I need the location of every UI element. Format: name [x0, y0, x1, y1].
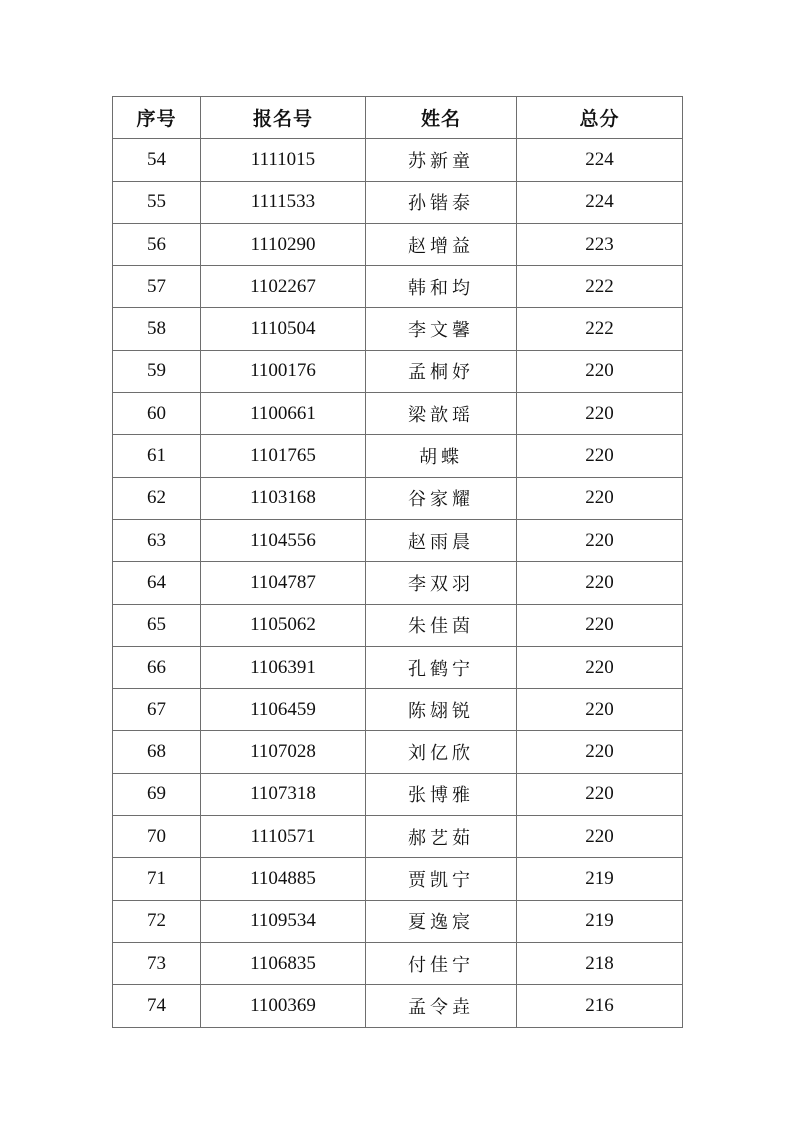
- cell-seq: 58: [113, 308, 201, 350]
- cell-score: 220: [517, 689, 683, 731]
- table-row: [113, 816, 683, 858]
- table-row: [113, 858, 683, 900]
- cell-score: 219: [517, 900, 683, 942]
- table-row: [113, 223, 683, 265]
- cell-seq: 74: [113, 985, 201, 1027]
- cell-reg-no: 1104787: [201, 562, 366, 604]
- cell-name: 刘亿欣: [366, 731, 517, 773]
- cell-reg-no: 1110571: [201, 816, 366, 858]
- cell-seq: 60: [113, 393, 201, 435]
- cell-seq: 57: [113, 266, 201, 308]
- table-row: [113, 689, 683, 731]
- cell-seq: 63: [113, 519, 201, 561]
- cell-reg-no: 1101765: [201, 435, 366, 477]
- cell-reg-no: 1100661: [201, 393, 366, 435]
- cell-reg-no: 1102267: [201, 266, 366, 308]
- cell-seq: 72: [113, 900, 201, 942]
- cell-score: 220: [517, 731, 683, 773]
- cell-score: 220: [517, 393, 683, 435]
- header-name: 姓名: [366, 97, 517, 139]
- cell-reg-no: 1110504: [201, 308, 366, 350]
- cell-seq: 69: [113, 773, 201, 815]
- score-table: [112, 96, 683, 1028]
- header-seq: 序号: [113, 97, 201, 139]
- header-score: 总分: [517, 97, 683, 139]
- cell-name: 夏逸宸: [366, 900, 517, 942]
- cell-reg-no: 1104885: [201, 858, 366, 900]
- cell-score: 224: [517, 139, 683, 181]
- table-row: [113, 562, 683, 604]
- table-header-row: [113, 97, 683, 139]
- cell-score: 223: [517, 223, 683, 265]
- cell-name: 朱佳茵: [366, 604, 517, 646]
- cell-name: 孟桐妤: [366, 350, 517, 392]
- table-row: [113, 266, 683, 308]
- cell-name: 李文馨: [366, 308, 517, 350]
- cell-score: 220: [517, 773, 683, 815]
- table-row: [113, 181, 683, 223]
- table-row: [113, 519, 683, 561]
- cell-name: 胡蝶: [366, 435, 517, 477]
- cell-reg-no: 1105062: [201, 604, 366, 646]
- cell-name: 孙锴泰: [366, 181, 517, 223]
- cell-score: 220: [517, 816, 683, 858]
- cell-reg-no: 1103168: [201, 477, 366, 519]
- table-row: [113, 139, 683, 181]
- table-row: [113, 942, 683, 984]
- cell-seq: 62: [113, 477, 201, 519]
- cell-score: 222: [517, 308, 683, 350]
- cell-name: 张博雅: [366, 773, 517, 815]
- cell-reg-no: 1106835: [201, 942, 366, 984]
- table-row: [113, 900, 683, 942]
- cell-seq: 59: [113, 350, 201, 392]
- cell-reg-no: 1107318: [201, 773, 366, 815]
- cell-score: 220: [517, 519, 683, 561]
- cell-name: 谷家耀: [366, 477, 517, 519]
- cell-reg-no: 1104556: [201, 519, 366, 561]
- table-row: [113, 985, 683, 1027]
- cell-seq: 61: [113, 435, 201, 477]
- cell-name: 陈翃锐: [366, 689, 517, 731]
- cell-name: 赵雨晨: [366, 519, 517, 561]
- header-reg-no: 报名号: [201, 97, 366, 139]
- cell-reg-no: 1110290: [201, 223, 366, 265]
- cell-reg-no: 1107028: [201, 731, 366, 773]
- table-row: [113, 773, 683, 815]
- cell-score: 220: [517, 477, 683, 519]
- cell-reg-no: 1100369: [201, 985, 366, 1027]
- cell-seq: 54: [113, 139, 201, 181]
- cell-reg-no: 1111533: [201, 181, 366, 223]
- cell-score: 220: [517, 646, 683, 688]
- cell-score: 220: [517, 604, 683, 646]
- table-row: [113, 350, 683, 392]
- cell-reg-no: 1111015: [201, 139, 366, 181]
- table-body: [113, 139, 683, 1027]
- cell-name: 孔鹤宁: [366, 646, 517, 688]
- cell-name: 苏新童: [366, 139, 517, 181]
- cell-score: 224: [517, 181, 683, 223]
- table-row: [113, 308, 683, 350]
- cell-seq: 55: [113, 181, 201, 223]
- cell-seq: 56: [113, 223, 201, 265]
- cell-seq: 70: [113, 816, 201, 858]
- cell-score: 216: [517, 985, 683, 1027]
- table-row: [113, 646, 683, 688]
- cell-name: 赵增益: [366, 223, 517, 265]
- table-row: [113, 477, 683, 519]
- cell-reg-no: 1106459: [201, 689, 366, 731]
- cell-reg-no: 1109534: [201, 900, 366, 942]
- cell-name: 贾凯宁: [366, 858, 517, 900]
- cell-score: 220: [517, 435, 683, 477]
- cell-score: 219: [517, 858, 683, 900]
- cell-name: 李双羽: [366, 562, 517, 604]
- cell-name: 付佳宁: [366, 942, 517, 984]
- cell-name: 梁歆瑶: [366, 393, 517, 435]
- cell-seq: 67: [113, 689, 201, 731]
- cell-score: 218: [517, 942, 683, 984]
- cell-seq: 73: [113, 942, 201, 984]
- table-row: [113, 604, 683, 646]
- cell-seq: 66: [113, 646, 201, 688]
- table-row: [113, 731, 683, 773]
- cell-score: 220: [517, 562, 683, 604]
- cell-score: 222: [517, 266, 683, 308]
- cell-seq: 65: [113, 604, 201, 646]
- cell-reg-no: 1100176: [201, 350, 366, 392]
- cell-seq: 64: [113, 562, 201, 604]
- table-row: [113, 435, 683, 477]
- cell-reg-no: 1106391: [201, 646, 366, 688]
- cell-name: 孟令垚: [366, 985, 517, 1027]
- cell-name: 韩和均: [366, 266, 517, 308]
- table-row: [113, 393, 683, 435]
- cell-name: 郝艺茹: [366, 816, 517, 858]
- cell-score: 220: [517, 350, 683, 392]
- cell-seq: 71: [113, 858, 201, 900]
- cell-seq: 68: [113, 731, 201, 773]
